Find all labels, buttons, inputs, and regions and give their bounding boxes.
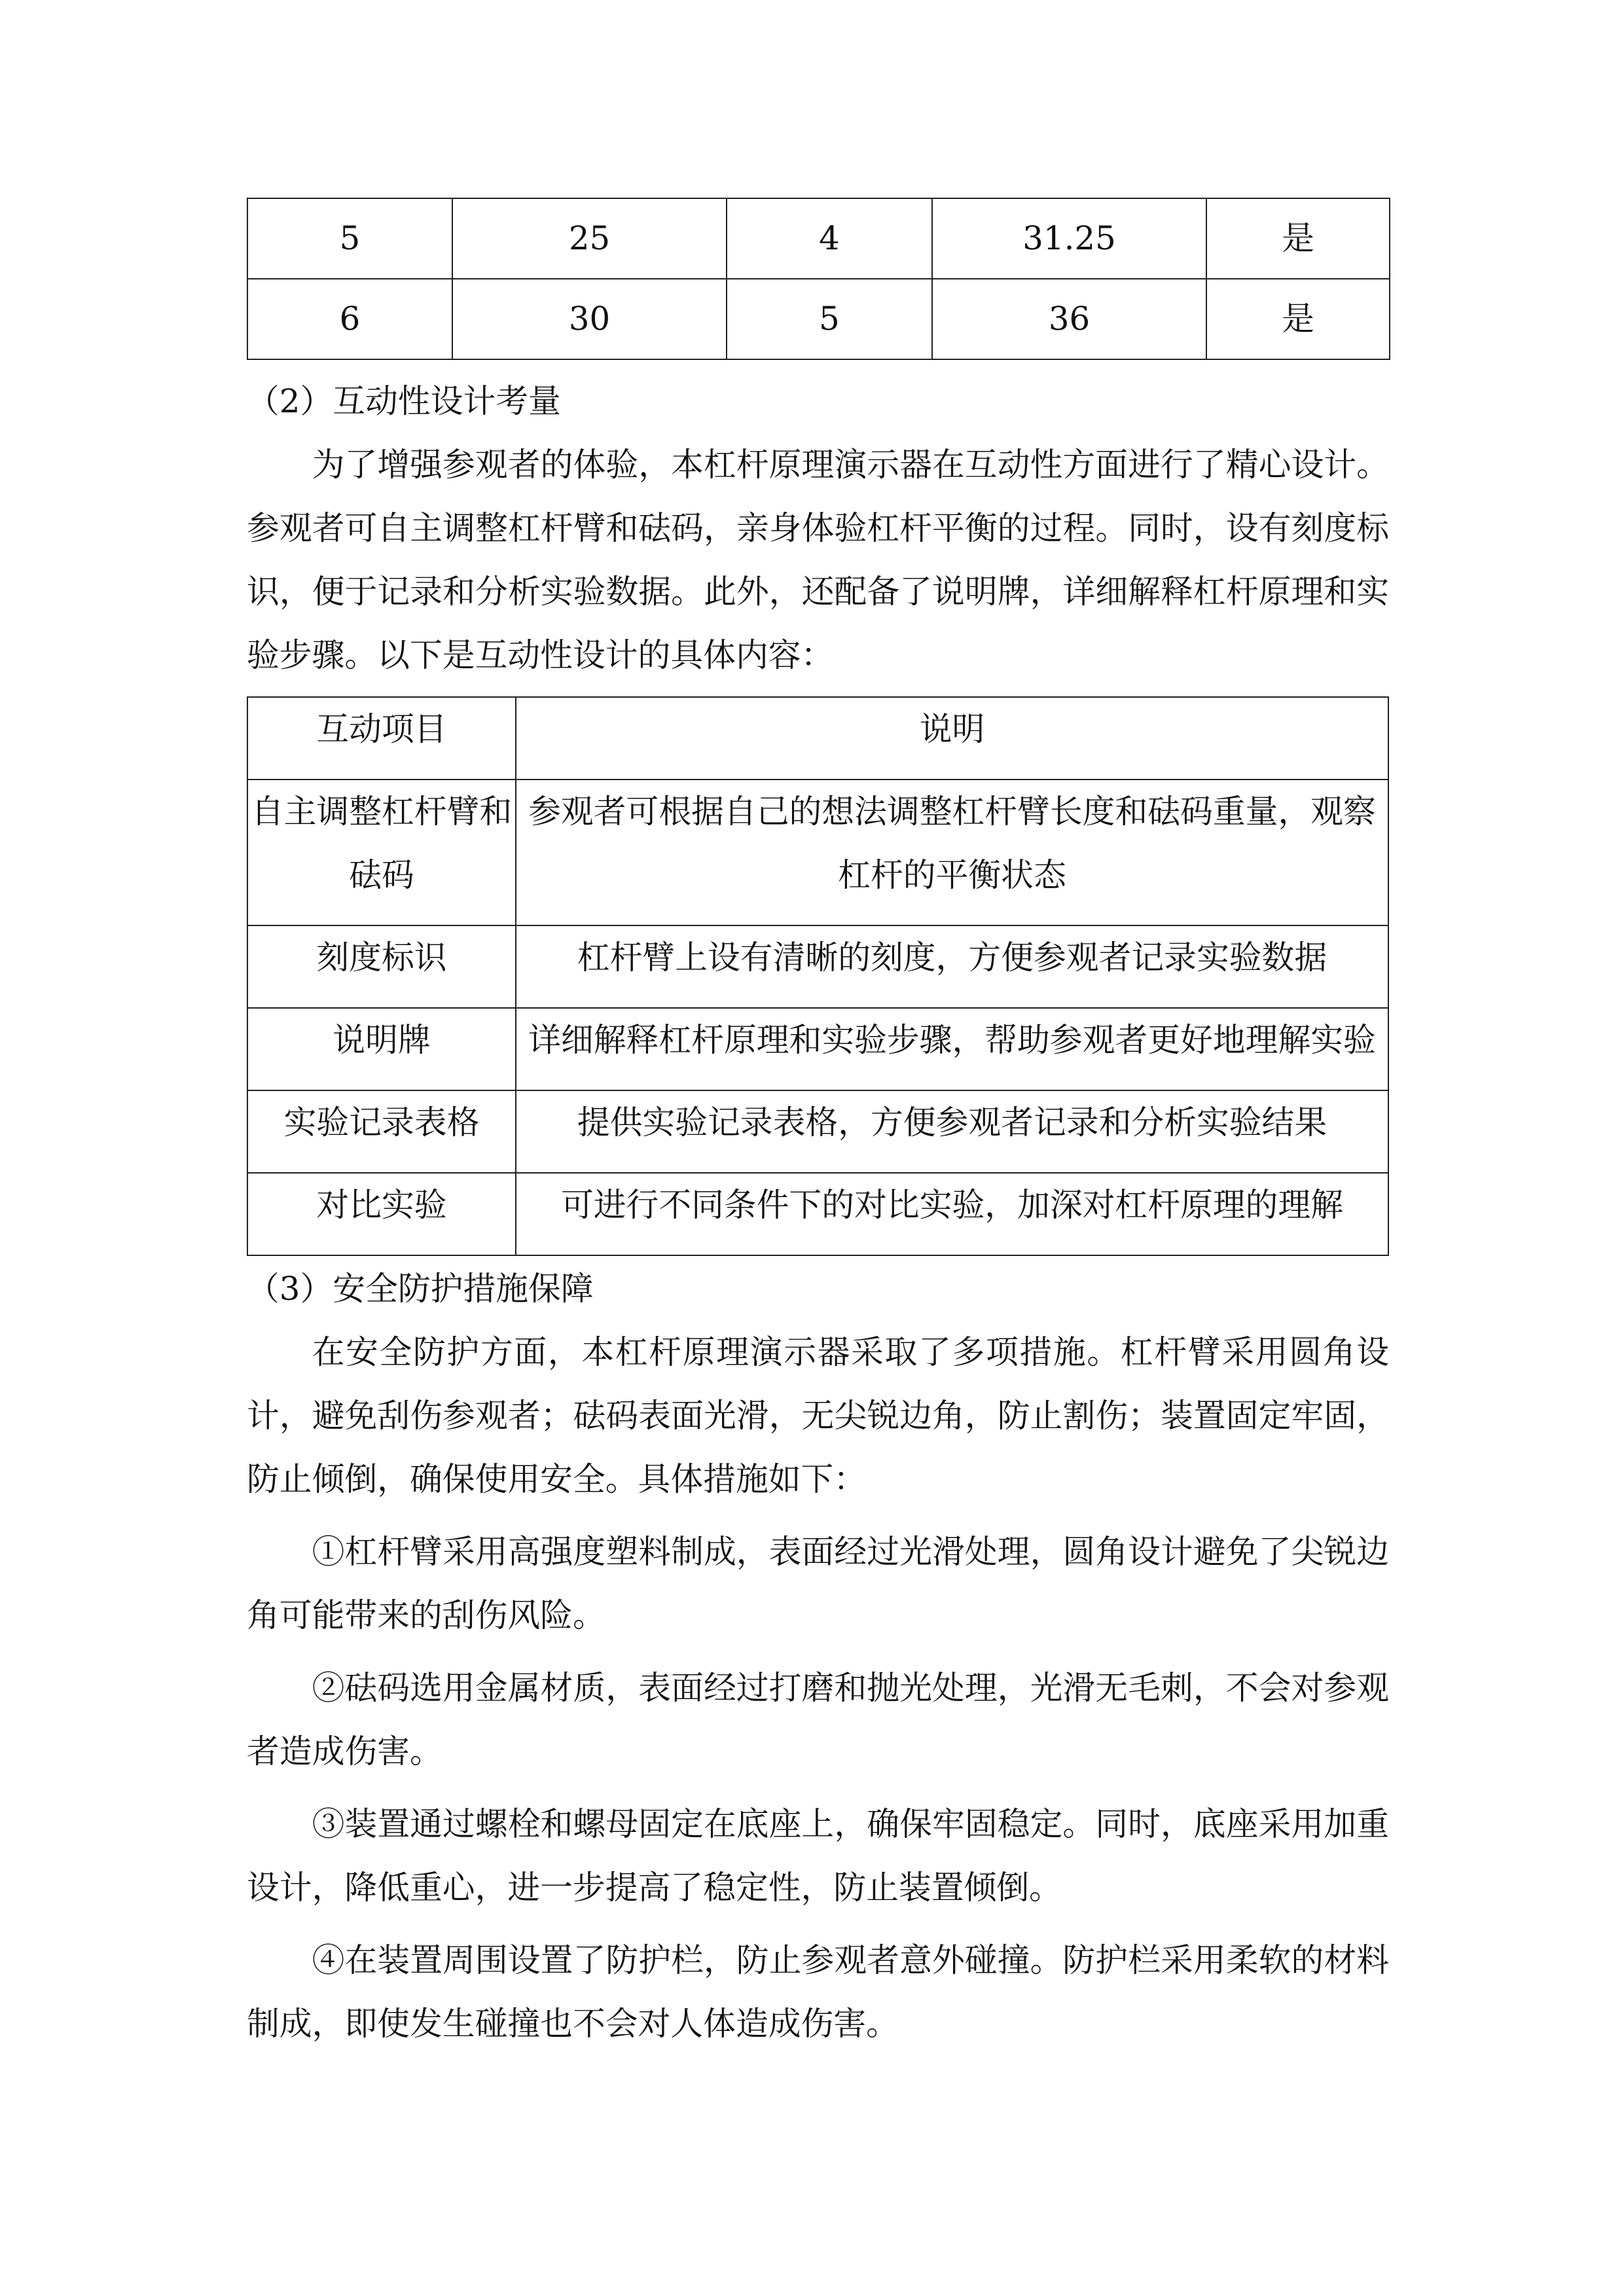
table-cell: 25	[452, 198, 727, 279]
data-table-continued	[247, 198, 1389, 360]
table-cell: 自主调整杠杆臂和砝码	[247, 780, 516, 925]
list-item: ②砝码选用金属材质，表面经过打磨和抛光处理，光滑无毛刺，不会对参观者造成伤害。	[247, 1669, 1389, 1770]
section-interactivity	[247, 370, 1389, 687]
table-cell: 可进行不同条件下的对比实验，加深对杠杆原理的理解	[516, 1173, 1388, 1255]
table-cell: 是	[1206, 279, 1390, 359]
table-row	[247, 780, 1388, 925]
list-item: ③装置通过螺栓和螺母固定在底座上，确保牢固稳定。同时，底座采用加重设计，降低重心，进一步提高了稳定性，防止装置倾倒。	[247, 1805, 1389, 1907]
table-cell: 杠杆臂上设有清晰的刻度，方便参观者记录实验数据	[516, 925, 1388, 1008]
table-cell: 30	[452, 279, 727, 359]
table-header-row	[247, 697, 1388, 780]
body-paragraph: 在安全防护方面，本杠杆原理演示器采取了多项措施。杠杆臂采用圆角设计，避免刮伤参观者；砝码表面光滑，无尖锐边角，防止割伤；装置固定牢固，防止倾倒，确保使用安全。具体措施如下：	[247, 1333, 1389, 1498]
table-cell: 参观者可根据自己的想法调整杠杆臂长度和砝码重量，观察杠杆的平衡状态	[516, 780, 1388, 925]
table-cell: 4	[727, 198, 932, 279]
table-cell: 5	[727, 279, 932, 359]
table-cell: 6	[247, 279, 452, 359]
table-cell: 实验记录表格	[247, 1090, 516, 1173]
table-row	[247, 925, 1388, 1008]
table-row	[247, 198, 1390, 279]
section-heading: （2）互动性设计考量	[247, 382, 561, 420]
table-header: 说明	[516, 697, 1388, 780]
list-item: ④在装置周围设置了防护栏，防止参观者意外碰撞。防护栏采用柔软的材料制成，即使发生碰撞也不会对人体造成伤害。	[247, 1941, 1389, 2043]
table-row	[247, 1173, 1388, 1255]
table-cell: 提供实验记录表格，方便参观者记录和分析实验结果	[516, 1090, 1388, 1173]
table-cell: 31.25	[932, 198, 1206, 279]
table-cell: 说明牌	[247, 1008, 516, 1090]
table-cell: 刻度标识	[247, 925, 516, 1008]
body-paragraph: 为了增强参观者的体验，本杠杆原理演示器在互动性方面进行了精心设计。参观者可自主调整杠杆臂和砝码，亲身体验杠杆平衡的过程。同时，设有刻度标识，便于记录和分析实验数据。此外，还配备了说明牌，详细解释杠杆原理和实验步骤。以下是互动性设计的具体内容：	[247, 446, 1389, 674]
table-cell: 详细解释杠杆原理和实验步骤，帮助参观者更好地理解实验	[516, 1008, 1388, 1090]
list-item: ①杠杆臂采用高强度塑料制成，表面经过光滑处理，圆角设计避免了尖锐边角可能带来的刮伤风险。	[247, 1533, 1389, 1634]
table-row	[247, 1090, 1388, 1173]
section-heading: （3）安全防护措施保障	[247, 1270, 594, 1308]
interaction-table	[247, 696, 1389, 1256]
section-safety	[247, 1257, 1389, 2056]
table-row	[247, 279, 1390, 359]
table-cell: 对比实验	[247, 1173, 516, 1255]
table-cell: 36	[932, 279, 1206, 359]
table-row	[247, 1008, 1388, 1090]
table-cell: 5	[247, 198, 452, 279]
table-cell: 是	[1206, 198, 1390, 279]
table-header: 互动项目	[247, 697, 516, 780]
